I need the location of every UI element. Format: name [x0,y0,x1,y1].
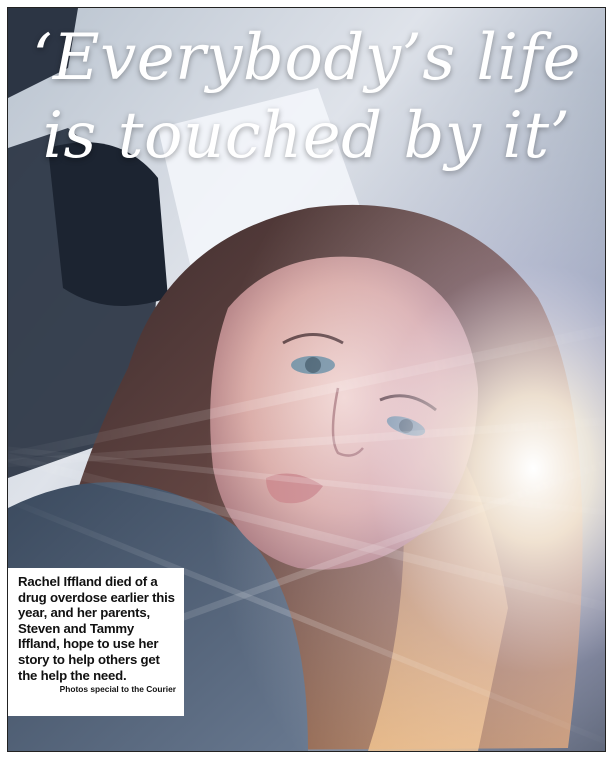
photo-credit: Photos special to the Courier [59,684,176,695]
headline [8,21,605,173]
photo-caption [8,568,184,716]
caption-text: Rachel Iffland died of a drug overdose earlier this year, and her parents, Steven and Tammy Iffland, hope to use her story to help others get the help the need. [18,574,175,683]
article-frame [7,7,606,752]
headline-line-1: ‘Everybody’s life [32,21,581,95]
headline-line-2: is touched by it’ [42,99,571,173]
